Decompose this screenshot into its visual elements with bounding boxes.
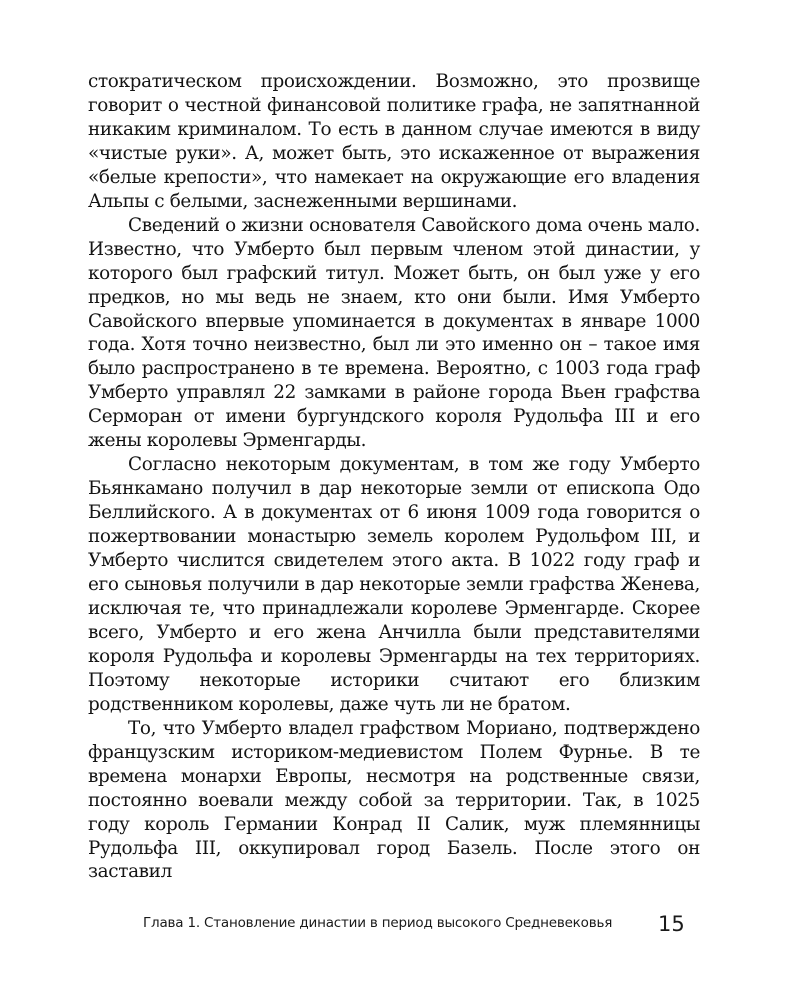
page-footer [0, 912, 800, 942]
paragraph-4: То, что Умберто владел графством Мориано, подтверждено французским историком-медиевистом Полем Фурнье. В те времена монархи Европы, несмотря на родственные связи, постоянно воевали между собой за территории. Так, в 1025 году король Германии Конрад II Салик, муж племянницы Рудольфа III, оккупировал город Базель. После этого он заставил [88, 717, 700, 883]
paragraph-3: Согласно некоторым документам, в том же году Умберто Бьянкамано получил в дар некоторые земли от епископа Одо Беллийского. А в документах от 6 июня 1009 года говорится о пожертвовании монастырю земель королем Рудольфом III, и Умберто числится свидетелем этого акта. В 1022 году граф и его сыновья получили в дар некоторые земли графства Женева, исключая те, что принадлежали королеве Эрменгарде. Скорее всего, Умберто и его жена Анчилла были представителями короля Рудольфа и королевы Эрменгарды на тех территориях. Поэтому некоторые историки считают его близким родственником королевы, даже чуть ли не братом. [88, 454, 700, 715]
page-number: 15 [658, 912, 685, 936]
body-text [88, 70, 700, 884]
paragraph-1: стократическом происхождении. Возможно, это прозвище говорит о честной финансовой политике графа, не запятнанной никаким криминалом. То есть в данном случае имеются в виду «чистые руки». А, может быть, это искаженное от выражения «белые крепости», что намекает на окружающие его владения Альпы с белыми, заснеженными вершинами. [88, 71, 700, 212]
paragraph-2: Сведений о жизни основателя Савойского дома очень мало. Известно, что Умберто был первым членом этой династии, у которого был графский титул. Может быть, он был уже у его предков, но мы ведь не знаем, кто они были. Имя Умберто Савойского впервые упоминается в документах в январе 1000 года. Хотя точно неизвестно, был ли это именно он – такое имя было распространено в те времена. Вероятно, с 1003 года граф Умберто управлял 22 замками в районе города Вьен графства Серморан от имени бургундского короля Рудольфа III и его жены королевы Эрменгарды. [88, 214, 700, 452]
running-head: Глава 1. Становление династии в период высокого Средневековья [143, 915, 613, 931]
